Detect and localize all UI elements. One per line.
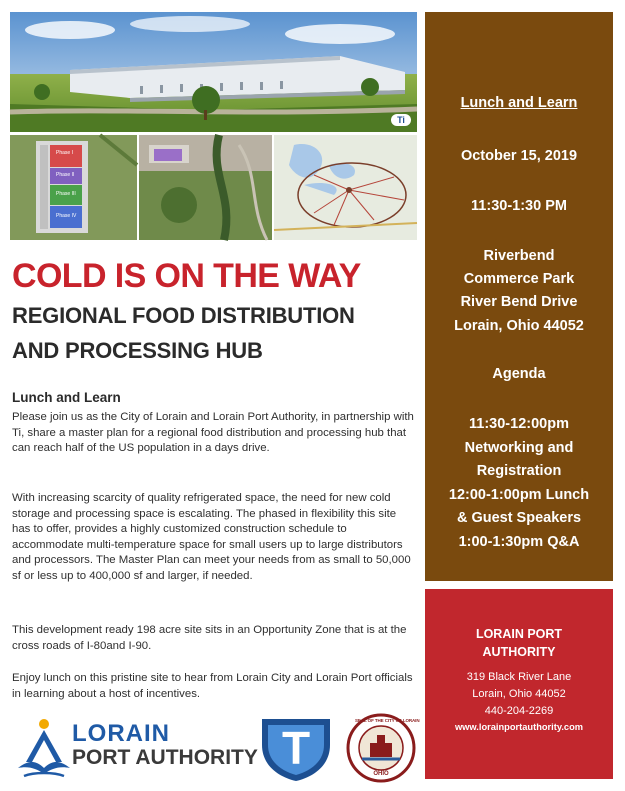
ti-logo-letter: T: [281, 722, 311, 774]
contact-website-link[interactable]: www.lorainportauthority.com: [454, 722, 584, 732]
headline: COLD IS ON THE WAY: [12, 257, 361, 295]
hero-rendering-image: [10, 12, 417, 132]
contact-address: 319 Black River Lane: [466, 671, 572, 683]
seal-bottom-text: OHIO: [373, 771, 389, 777]
contact-city: Lorain, Ohio 44052: [472, 688, 566, 700]
agenda-line-3: Registration: [476, 463, 562, 479]
ti-logo: [258, 715, 334, 783]
plan-label-phase-3: Phase III: [56, 191, 76, 197]
agenda-title: Agenda: [492, 366, 546, 382]
intro-title: Lunch and Learn: [12, 390, 121, 405]
regional-map-image: [274, 135, 417, 240]
lorain-port-authority-logo: [14, 716, 258, 780]
event-title: Lunch and Learn: [460, 95, 578, 111]
agenda-line-5: & Guest Speakers: [456, 510, 582, 526]
seal-top-text: SEAL OF THE CITY OF LORAIN: [355, 718, 420, 723]
paragraph-site: This development ready 198 acre site sits in an Opportunity Zone that is at the cross roads of I-80and I-90.: [12, 624, 407, 652]
agenda-line-2: Networking and: [464, 440, 574, 456]
contact-panel: [425, 589, 613, 779]
subheadline-line-1: REGIONAL FOOD DISTRIBUTION: [12, 303, 355, 328]
contact-org-line-2: AUTHORITY: [482, 645, 556, 659]
paragraph-scarcity: With increasing scarcity of quality refrigerated space, the need for new cold storage and processing space is escalating. The phased in flexibility this site has to offer, provides a highly customized construction schedule to accommodate multi-temperature space for small users up to large distributors and processors. The Master Plan can meet your needs from as small to 50,000 sf or less up to 400,000 sf and larger, if needed.: [12, 492, 411, 582]
event-details-panel: [425, 12, 613, 581]
venue-line-2: Commerce Park: [463, 271, 575, 287]
subheadline-line-2: AND PROCESSING HUB: [12, 338, 263, 363]
agenda-line-1: 11:30-12:00pm: [469, 416, 569, 432]
plan-label-phase-2: Phase II: [56, 172, 75, 178]
site-images-row: [10, 135, 417, 240]
city-of-lorain-seal: [346, 713, 420, 783]
venue-line-1: Riverbend: [483, 248, 555, 264]
site-plan-image: [10, 135, 137, 240]
hero-ti-badge: Ti: [391, 114, 411, 126]
lpa-logo-line-1: LORAIN: [72, 720, 170, 747]
plan-label-phase-4: Phase IV: [56, 213, 77, 219]
contact-org-line-1: LORAIN PORT: [475, 627, 563, 641]
agenda-line-6: 1:00-1:30pm Q&A: [458, 534, 580, 550]
venue-line-3: River Bend Drive: [460, 294, 578, 310]
agenda-line-4: 12:00-1:00pm Lunch: [448, 487, 590, 503]
plan-label-phase-1: Phase I: [56, 150, 73, 156]
paragraph-intro: Please join us as the City of Lorain and Lorain Port Authority, in partnership with Ti, share a master plan for a regional food distribution and processing hub that can reach half of the US population in a days drive.: [12, 411, 414, 455]
paragraph-lunch: Enjoy lunch on this pristine site to hear from Lorain City and Lorain Port officials in learning about a host of incentives.: [12, 672, 413, 700]
venue-line-4: Lorain, Ohio 44052: [454, 318, 584, 334]
contact-phone: 440-204-2269: [484, 705, 554, 717]
event-date: October 15, 2019: [460, 148, 578, 164]
lpa-logo-line-2: PORT AUTHORITY: [72, 746, 258, 769]
event-time: 11:30-1:30 PM: [471, 198, 567, 214]
aerial-site-image: [139, 135, 272, 240]
